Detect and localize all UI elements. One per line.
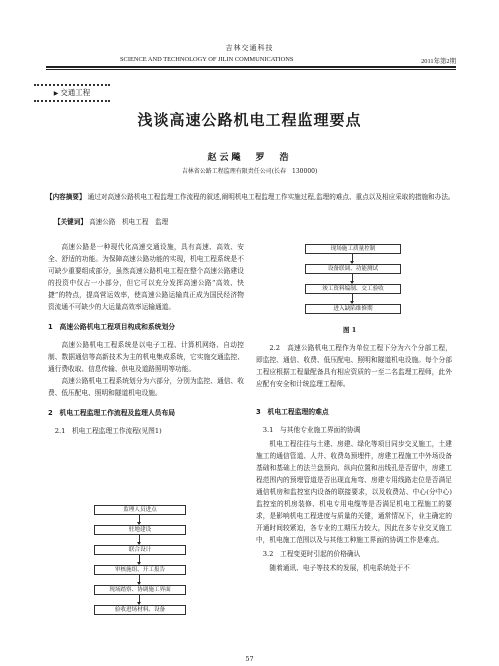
- right-column: [256, 398, 452, 574]
- flow-arrow: [139, 574, 140, 584]
- section-3-title: 3 机电工程监理的难点: [256, 408, 329, 416]
- fig1-step-4: 进入缺陷维修期: [305, 304, 401, 314]
- article-affiliation: 吉林省公路工程监理有限责任公司(长春 130000): [181, 168, 318, 175]
- triangle-icon: ▶: [53, 90, 59, 97]
- journal-english-name: SCIENCE AND TECHNOLOGY OF JILIN COMMUNICATIONS: [120, 56, 294, 63]
- fig1-step-1: 现场施工质量控制: [305, 244, 401, 254]
- flow-step-1: 监理人员进点: [94, 505, 186, 515]
- article-authors: 赵云飚 罗 浩: [207, 153, 292, 163]
- section-1-paragraph-1: 高速公路机电工程系统是以电子工程、计算机网络、自动控制、数据通信等高新技术为主的机电集成系统，它实施交通监控、通行费收取、信息传输、供电及道路照明等功能。: [48, 341, 244, 373]
- right-column-top: [256, 342, 452, 390]
- flow-arrow: [139, 514, 140, 524]
- section-1-title: 1 高速公路机电工程项目构成和系统划分: [48, 323, 176, 331]
- flow-arrow: [352, 273, 353, 283]
- issue-label: 2011年第2期: [421, 58, 456, 65]
- article-title: 浅谈高速公路机电工程监理要点: [137, 111, 362, 129]
- section-2-title: 2 机电工程监理工作流程及监理人员布局: [48, 409, 176, 417]
- section-2-2-paragraph: 2.2 高速公路机电工程作为单位工程下分为六个分部工程，即监控、通信、收费、低压配电、照明和隧道机电设施。每个分部工程应根据工程量配备具有相应资质的一至二名监理工程师，此外应配有安全和计统监理工程师。: [256, 344, 452, 388]
- abstract-label: 【内容摘要】: [46, 193, 86, 201]
- section-3-2-paragraph: 随着通讯、电子等技术的发展，机电系统处于不: [269, 564, 410, 572]
- section-tag: [34, 84, 110, 102]
- flow-arrow: [139, 554, 140, 564]
- flow-step-6: 验收进场材料、设备: [94, 605, 186, 615]
- header-rule-thick: [46, 66, 456, 68]
- flowchart-left: [80, 505, 200, 615]
- abstract-text: 通过对高速公路机电工程监理工作流程的叙述,阐明机电工程监理工作实施过程,监理的难点、重点以及相应采取的措施和办法。: [87, 193, 455, 201]
- page-number: 57: [245, 655, 254, 663]
- left-column: [48, 241, 244, 439]
- section-2-1-title: 2.1 机电工程监理工作流程(见图1): [54, 427, 162, 435]
- keywords-text: 高速公路 机电工程 监理: [89, 218, 169, 226]
- flow-arrow: [139, 594, 140, 604]
- flowchart-figure-1: [305, 244, 405, 324]
- flow-step-5: 现场踏察、协调施工界面: [94, 585, 186, 595]
- section-1-paragraph-2: 高速公路机电工程系统划分为六部分，分别为监控、通信、收费、低压配电、照明和隧道机电设施。: [48, 377, 244, 397]
- abstract: [46, 192, 456, 203]
- keywords: [54, 216, 168, 226]
- figure-1-label: 图 1: [343, 326, 357, 334]
- fig1-step-2: 设备联调、功能测试: [305, 264, 401, 274]
- flow-step-4: 审核施组、开工报告: [94, 565, 186, 575]
- intro-paragraph: 高速公路是一种现代化高速交通设施，具有高速、高效、安全、舒适的功能。为保障高速公路功能的实现，机电工程系统是不可缺少重要组成部分，虽然高速公路机电工程在整个高速公路建设的投资中仅占一小部分，但它可以充分发挥高速公路“高效、快捷”的特点，提高营运效率，使高速公路运输真正成为国民经济物资流通不可缺少的大运量高效率运输通道。: [48, 243, 244, 311]
- flow-arrow: [139, 534, 140, 544]
- section-3-1-paragraph: 机电工程往往与土建、房建、绿化等项目同步交叉施工，土建施工的通信管道、人井、收费岛预埋件，房建工程施工中外场设备基础和基础上的法兰盘预向、纵向位置和出线孔是否留中，房建工程范围内的预埋管道是否出现直角弯、房建专用线路走位是否满足通信机房和监控室内设备的联接要求，以及收费站、中心(分中心)监控室的机房装修、机电专用电缆等是否满足机电工程施工的要求，是影响机电工程进度与质量的关键，通常情况下，业主确定的开通时间较紧迫，各专业的工期压力较大，因此在多专业交叉施工中，机电施工范围以及与其他工种施工界面的协调工作是难点。: [256, 440, 452, 544]
- section-tag-label: 交通工程: [60, 88, 91, 97]
- flow-arrow: [352, 293, 353, 303]
- flow-step-3: 联合设计: [94, 545, 186, 555]
- flow-arrow: [352, 253, 353, 263]
- section-3-1-title: 3.1 与其他专业施工界面的协调: [262, 426, 361, 434]
- flow-step-2: 驻地建设: [94, 525, 186, 535]
- header-rule-thin: [46, 69, 456, 70]
- keywords-label: 【关键词】: [54, 218, 87, 226]
- fig1-step-3: 竣工资料编制、交工验收: [305, 284, 401, 294]
- journal-name: 吉林交通科技: [225, 44, 274, 52]
- section-3-2-title: 3.2 工程变更时引起的价格确认: [262, 550, 361, 558]
